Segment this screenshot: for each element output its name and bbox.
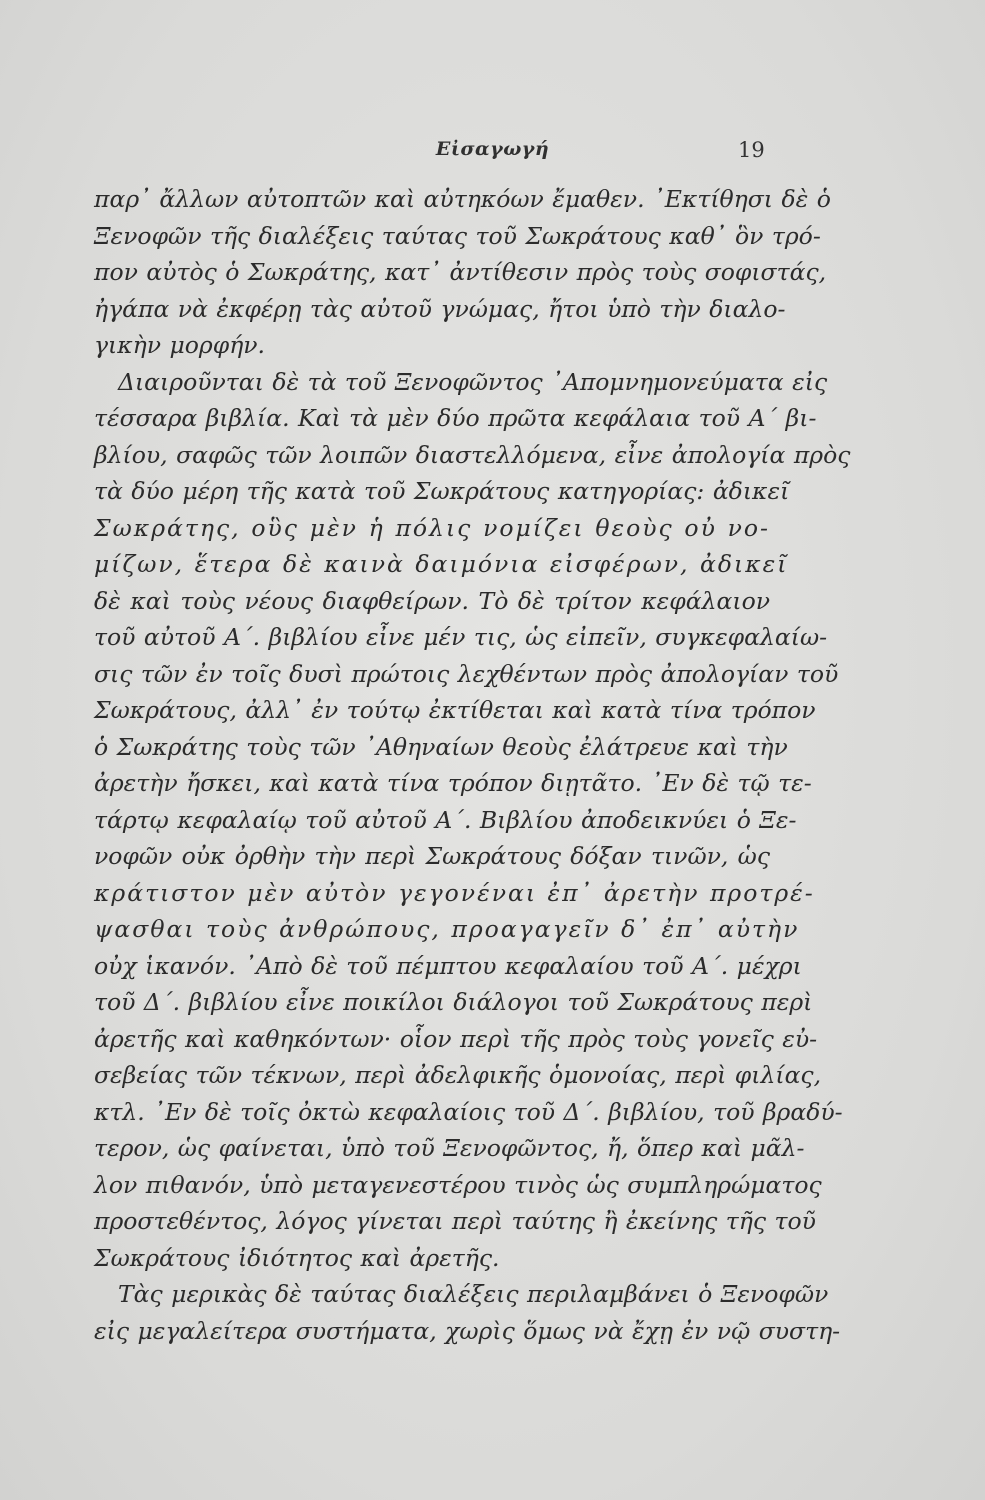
text-line: γικὴν μορφήν. xyxy=(94,331,266,359)
text-line: τὰ δύο μέρη τῆς κατὰ τοῦ Σωκράτους κατηγορίας: ἀδικεῖ xyxy=(94,477,790,505)
text-line: κράτιστον μὲν αὐτὸν γεγονέναι ἐπ᾿ ἀρετὴν προτρέ- xyxy=(94,878,815,907)
text-line: παρ᾿ ἄλλων αὐτοπτῶν καὶ αὐτηκόων ἔμαθεν. ᾿Εκτίθησι δὲ ὁ xyxy=(94,185,831,213)
text-line: τέσσαρα βιβλία. Καὶ τὰ μὲν δύο πρῶτα κεφάλαια τοῦ Α´ βι- xyxy=(94,404,817,432)
text-line: εἰς μεγαλείτερα συστήματα, χωρὶς ὅμως νὰ ἔχῃ ἐν νῷ συστη- xyxy=(94,1316,841,1345)
page-number: 19 xyxy=(738,138,765,162)
text-line: πον αὐτὸς ὁ Σωκράτης, κατ᾿ ἀντίθεσιν πρὸς τοὺς σοφιστάς, xyxy=(94,258,827,286)
text-line: δὲ καὶ τοὺς νέους διαφθείρων. Τὸ δὲ τρίτον κεφάλαιον xyxy=(94,586,770,615)
text-line: Διαιροῦνται δὲ τὰ τοῦ Ξενοφῶντος ᾿Απομνημονεύματα εἰς xyxy=(118,367,828,396)
text-line: Τὰς μερικὰς δὲ ταύτας διαλέξεις περιλαμβάνει ὁ Ξενοφῶν xyxy=(118,1280,829,1308)
running-title: Εἰσαγωγή xyxy=(435,138,550,160)
text-line: προστεθέντος, λόγος γίνεται περὶ ταύτης ἢ ἐκείνης τῆς τοῦ xyxy=(94,1207,816,1235)
text-line: κτλ. ᾿Εν δὲ τοῖς ὀκτὼ κεφαλαίοις τοῦ Δ´. βιβλίου, τοῦ βραδύ- xyxy=(94,1097,843,1126)
text-line: οὐχ ἱκανόν. ᾿Απὸ δὲ τοῦ πέμπτου κεφαλαίου τοῦ Α´. μέχρι xyxy=(94,951,802,980)
text-line: Ξενοφῶν τῆς διαλέξεις ταύτας τοῦ Σωκράτους καθ᾿ ὃν τρό- xyxy=(94,221,821,250)
text-line: ἀρετῆς καὶ καθηκόντων· οἷον περὶ τῆς πρὸς τοὺς γονεῖς εὐ- xyxy=(94,1024,818,1053)
text-line: ὁ Σωκράτης τοὺς τῶν ᾿Αθηναίων θεοὺς ἐλάτρευε καὶ τὴν xyxy=(94,732,788,761)
text-line: νοφῶν οὐκ ὀρθὴν τὴν περὶ Σωκράτους δόξαν τινῶν, ὡς xyxy=(94,842,770,870)
text-line: σεβείας τῶν τέκνων, περὶ ἀδελφικῆς ὁμονοίας, περὶ φιλίας, xyxy=(94,1061,822,1089)
text-line: βλίου, σαφῶς τῶν λοιπῶν διαστελλόμενα, εἶνε ἀπολογία πρὸς xyxy=(94,440,851,469)
text-line: λον πιθανόν, ὑπὸ μεταγενεστέρου τινὸς ὡς συμπληρώματος xyxy=(94,1170,822,1199)
text-line: σις τῶν ἐν τοῖς δυσὶ πρώτοις λεχθέντων πρὸς ἀπολογίαν τοῦ xyxy=(94,659,839,688)
text-line: τερον, ὡς φαίνεται, ὑπὸ τοῦ Ξενοφῶντος, ἤ, ὅπερ καὶ μᾶλ- xyxy=(94,1134,805,1162)
text-line: μίζων, ἕτερα δὲ καινὰ δαιμόνια εἰσφέρων, ἀδικεῖ xyxy=(94,550,789,578)
text-line: Σωκράτους ἰδιότητος καὶ ἀρετῆς. xyxy=(94,1243,500,1272)
text-line: τοῦ Δ´. βιβλίου εἶνε ποικίλοι διάλογοι τοῦ Σωκράτους περὶ xyxy=(94,988,813,1016)
text-line: ψασθαι τοὺς ἀνθρώπους, προαγαγεῖν δ᾿ ἐπ᾿ αὐτὴν xyxy=(94,915,800,943)
text-line: Σωκράτους, ἀλλ᾿ ἐν τούτῳ ἐκτίθεται καὶ κατὰ τίνα τρόπον xyxy=(94,696,816,724)
text-line: τοῦ αὐτοῦ Α´. βιβλίου εἶνε μέν τις, ὡς εἰπεῖν, συγκεφαλαίω- xyxy=(94,623,828,651)
text-line: ἠγάπα νὰ ἐκφέρῃ τὰς αὐτοῦ γνώμας, ἤτοι ὑπὸ τὴν διαλο- xyxy=(94,294,786,323)
text-line: Σωκράτης, οὓς μὲν ἡ πόλις νομίζει θεοὺς οὐ νο- xyxy=(94,513,770,542)
text-line: τάρτῳ κεφαλαίῳ τοῦ αὐτοῦ Α´. Βιβλίου ἀποδεικνύει ὁ Ξε- xyxy=(94,805,797,834)
text-line: ἀρετὴν ἤσκει, καὶ κατὰ τίνα τρόπον διῃτᾶτο. ᾿Εν δὲ τῷ τε- xyxy=(94,769,812,797)
